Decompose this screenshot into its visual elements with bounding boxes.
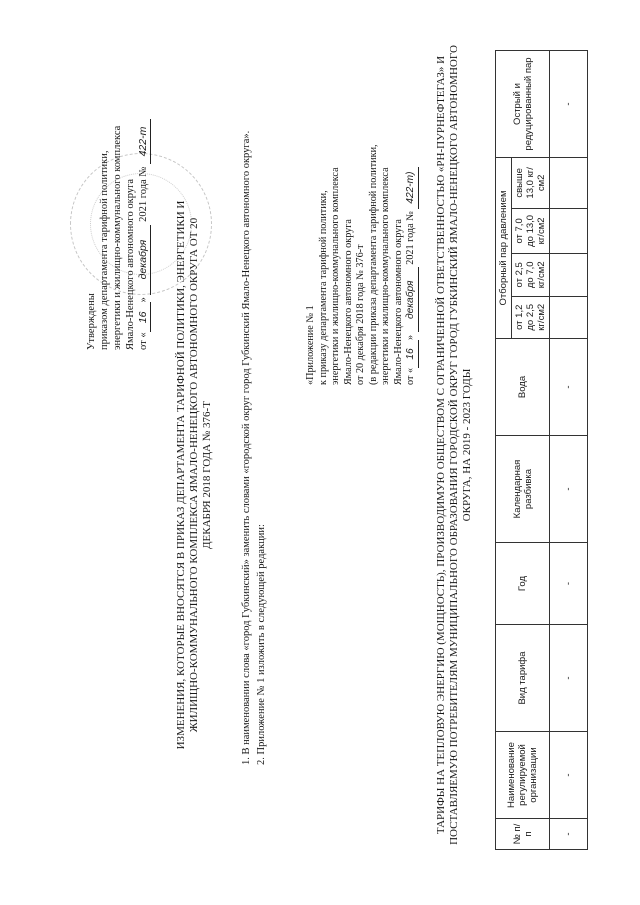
appendix-number: 422-т): [405, 167, 419, 209]
col-year: Год: [496, 543, 550, 625]
col-steam-sub: от 2,5 до 7,0 кг/см2: [512, 254, 550, 296]
table-row: [550, 51, 588, 850]
table-cell: -: [550, 339, 588, 436]
approval-day: 16: [137, 302, 151, 332]
col-water: Вода: [496, 339, 550, 436]
col-calendar: Календарная разбивка: [496, 436, 550, 543]
col-type: Вид тарифа: [496, 625, 550, 732]
approval-month: декабря: [137, 225, 151, 295]
table-cell: -: [550, 436, 588, 543]
changes-list: [240, 45, 270, 765]
tariff-table: [495, 50, 588, 850]
approval-line: приказом департамента тарифной политики,: [99, 150, 110, 350]
col-steam: Отборный пар давлением: [496, 158, 512, 339]
approval-line: энергетики и жилищно-коммунального комплекса: [112, 125, 123, 350]
approval-title: Утверждены: [86, 293, 97, 350]
table-cell: -: [550, 819, 588, 850]
appendix-title: «Приложение № 1: [305, 305, 316, 385]
col-steam-sub: от 7,0 до 13,0 кг/см2: [512, 208, 550, 253]
table-header-row: [496, 51, 512, 850]
appendix-line: Ямало-Ненецкого автономного округа: [342, 219, 354, 385]
appendix-month: декабря: [405, 267, 419, 332]
table-cell: -: [550, 543, 588, 625]
col-sharp: Острый и редуцированный пар: [496, 51, 550, 158]
approval-line: Ямало-Ненецкого автономного округа: [125, 178, 136, 350]
changes-heading: ИЗМЕНЕНИЯ, КОТОРЫЕ ВНОСЯТСЯ В ПРИКАЗ ДЕПАРТАМЕНТА ТАРИФНОЙ ПОЛИТИКИ, ЭНЕРГЕТИКИ И ЖИЛИЩНО-КОММУНАЛЬНОГО КОМПЛЕКСА ЯМАЛО-НЕНЕЦКОГО АВТОНОМНОГО ОКРУГА ОТ 20 ДЕКАБРЯ 2018 ГОДА № 376-Т: [175, 200, 213, 750]
appendix-block: [305, 75, 419, 385]
table-cell: [550, 158, 588, 209]
appendix-line: (в редакции приказа департамента тарифной политики,: [367, 144, 379, 385]
col-org: Наименование регулируемой организации: [496, 732, 550, 819]
tariff-title: ТАРИФЫ НА ТЕПЛОВУЮ ЭНЕРГИЮ (МОЩНОСТЬ), ПРОИЗВОДИМУЮ ОБЩЕСТВОМ С ОГРАНИЧЕННОЙ ОТВЕТСТВЕННОСТЬЮ «РН-ПУРНЕФТЕГАЗ» И ПОСТАВЛЯЕМУЮ ПОТРЕБИТЕЛЯМ МУНИЦИПАЛЬНОГО ОБРАЗОВАНИЯ ГОРОДСКОЙ ОКРУГ ГОРОД ГУБКИНСКИЙ ЯМАЛО-НЕНЕЦКОГО АВТОНОМНОГО ОКРУГА, НА 2019 - 2023 ГОДЫ: [435, 45, 473, 845]
appendix-line: энергетики и жилищно-коммунального комплекса: [380, 167, 391, 385]
table-cell: -: [550, 732, 588, 819]
list-item: 1. В наименовании слова «город Губкинский» заменить словами «городской округ город Губкинский Ямало-Ненецкого автономного округа».: [241, 130, 252, 765]
list-item: 2. Приложение № 1 изложить в следующей редакции:: [256, 524, 267, 765]
appendix-line: от 20 декабря 2018 года № 376-т: [355, 244, 366, 385]
appendix-line: энергетики и жилищно-коммунального комплекса: [330, 167, 341, 385]
appendix-day: 16: [405, 340, 419, 368]
col-num: № п/п: [496, 819, 550, 850]
appendix-date: от «16» декабря 2021 года № 422-т): [405, 75, 419, 385]
approval-date: от «16» декабря 2021 года № 422-т: [137, 20, 151, 350]
table-cell: -: [550, 625, 588, 732]
col-steam-sub: свыше 13,0 кг/см2: [512, 158, 550, 209]
table-cell: -: [550, 51, 588, 158]
table-cell: [550, 208, 588, 253]
approval-number: 422-т: [137, 119, 151, 164]
table-cell: [550, 254, 588, 296]
appendix-line: к приказу департамента тарифной политики,: [317, 190, 329, 385]
approval-block: [85, 20, 151, 350]
appendix-line: Ямало-Ненецкого автономного округа: [392, 219, 404, 385]
table-cell: [550, 296, 588, 338]
col-steam-sub: от 1,2 до 2,5 кг/см2: [512, 296, 550, 338]
